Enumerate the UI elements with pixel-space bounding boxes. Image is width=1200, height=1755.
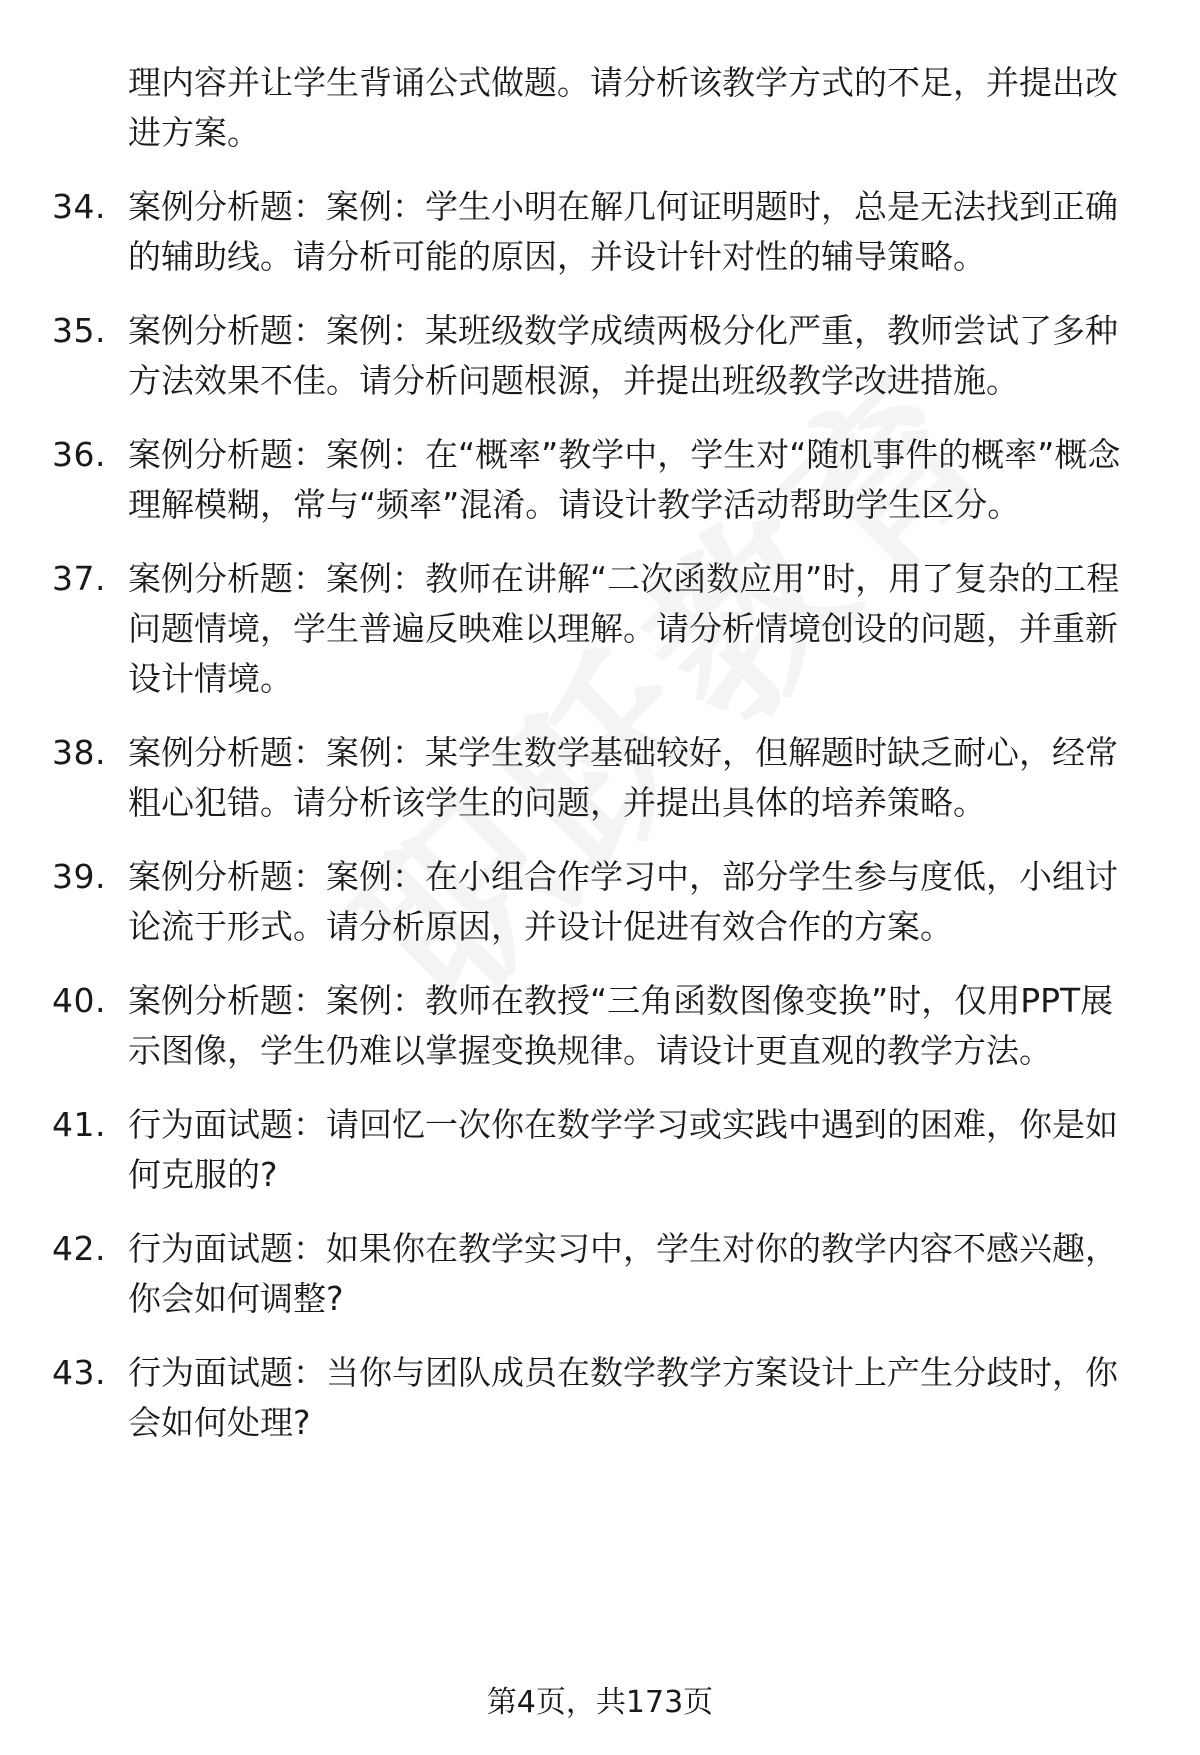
question-text: 案例分析题：案例：学生小明在解几何证明题时，总是无法找到正确的辅助线。请分析可能的原因，并设计针对性的辅导策略。	[128, 187, 1118, 276]
question-number: 34.	[52, 187, 106, 226]
question-text: 理内容并让学生背诵公式做题。请分析该教学方式的不足，并提出改进方案。	[128, 63, 1118, 152]
question-text: 案例分析题：案例：在“概率”教学中，学生对“随机事件的概率”概念理解模糊，常与“频率”混淆。请设计教学活动帮助学生区分。	[128, 435, 1121, 524]
question-text: 案例分析题：案例：在小组合作学习中，部分学生参与度低，小组讨论流于形式。请分析原因，并设计促进有效合作的方案。	[128, 857, 1118, 946]
question-number: 38.	[52, 733, 106, 772]
question-item	[0, 554, 1200, 704]
question-number: 35.	[52, 311, 106, 350]
question-number: 36.	[52, 435, 106, 474]
question-number: 43.	[52, 1353, 106, 1392]
question-item	[0, 430, 1200, 530]
question-text: 行为面试题：当你与团队成员在数学教学方案设计上产生分歧时，你会如何处理?	[128, 1353, 1118, 1442]
question-item	[0, 58, 1200, 158]
question-item	[0, 1348, 1200, 1448]
question-item	[0, 306, 1200, 406]
question-list	[0, 58, 1200, 1472]
question-number: 40.	[52, 981, 106, 1020]
question-number: 41.	[52, 1105, 106, 1144]
question-text: 案例分析题：案例：某学生数学基础较好，但解题时缺乏耐心，经常粗心犯错。请分析该学生的问题，并提出具体的培养策略。	[128, 733, 1118, 822]
question-item	[0, 728, 1200, 828]
question-item	[0, 1224, 1200, 1324]
question-text: 案例分析题：案例：教师在讲解“二次函数应用”时，用了复杂的工程问题情境，学生普遍反映难以理解。请分析情境创设的问题，并重新设计情境。	[128, 559, 1120, 698]
question-item	[0, 1100, 1200, 1200]
question-item	[0, 182, 1200, 282]
question-item	[0, 976, 1200, 1076]
question-number: 37.	[52, 559, 106, 598]
question-item	[0, 852, 1200, 952]
question-text: 案例分析题：案例：教师在教授“三角函数图像变换”时，仅用PPT展示图像，学生仍难以掌握变换规律。请设计更直观的教学方法。	[128, 981, 1114, 1070]
question-text: 行为面试题：如果你在教学实习中，学生对你的教学内容不感兴趣，你会如何调整?	[128, 1229, 1118, 1318]
question-number: 42.	[52, 1229, 106, 1268]
question-text: 行为面试题：请回忆一次你在数学学习或实践中遇到的困难，你是如何克服的?	[128, 1105, 1118, 1194]
question-text: 案例分析题：案例：某班级数学成绩两极分化严重，教师尝试了多种方法效果不佳。请分析问题根源，并提出班级教学改进措施。	[128, 311, 1118, 400]
question-number: 39.	[52, 857, 106, 896]
page-footer: 第4页，共173页	[486, 1685, 714, 1720]
